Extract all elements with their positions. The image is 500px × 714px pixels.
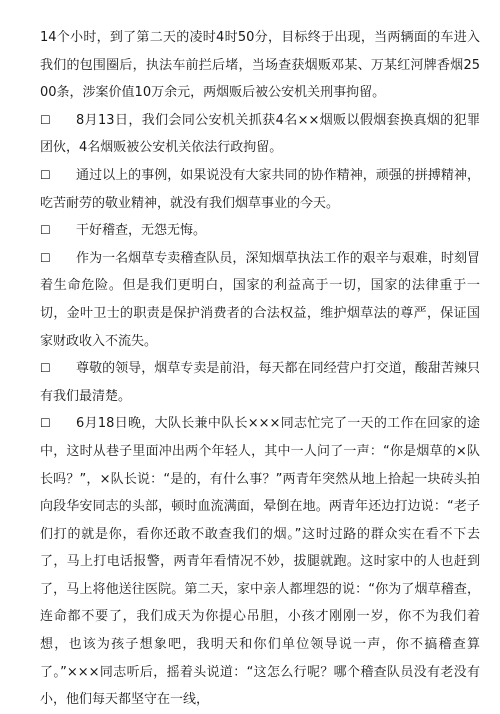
paragraph-text: 尊敬的领导，烟草专卖是前沿，每天都在同经营户打交道，酸甜苦辣只有我们最清楚。	[40, 361, 480, 404]
paragraph-text: 8月13日，我们会同公安机关抓获4名××烟贩以假烟套换真烟的犯罪团伙，4名烟贩被公安机关依法行政拘留。	[40, 112, 480, 156]
paragraph-team-spirit	[40, 162, 480, 217]
paragraph-text: 14个小时，到了第二天的凌时4时50分，目标终于出现，当两辆面的车进入我们的包围圈后，执法车前拦后堵，当场查获烟贩邓某、万某红河牌香烟2500条，涉案价值10万余元，两烟贩后被公安机关刑事拘留。	[40, 30, 480, 101]
paragraph-incident-jun18	[40, 410, 480, 714]
paragraph-text: 6月18日晚，大队长兼中队长×××同志忙完了一天的工作在回家的途中，这时从巷子里面冲出两个年轻人，其中一人问了一声：“你是烟草的×队长吗？”，×队长说：“是的，有什么事？”两青年突然从地上拾起一块砖头拍向段华安同志的头部，顿时血流满面，晕倒在地。两青年还边打边说：“老子们打的就是你，看你还敢不敢查我们的烟。”这时过路的群众实在看不下去了，马上打电话报警，两青年看情况不妙，拔腿就跑。这时家中的人也赶到了，马上将他送往医院。第二天，家中亲人都埋怨的说：“你为了烟草稽查，连命都不要了，我们成天为你提心吊胆，小孩才刚刚一岁，你不为我们着想，也该为孩子想象吧，我明天和你们单位领导说一声，你不搞稽查算了。”×××同志听后，摇着头说道：“这怎么行呢？哪个稽查队员没有老没有小，他们每天都坚守在一线，	[40, 416, 480, 708]
paragraph-duty	[40, 245, 480, 355]
checkbox-bullet-icon: ☐	[40, 167, 51, 182]
paragraph-text: 作为一名烟草专卖稽查队员，深知烟草执法工作的艰辛与艰难，时刻冒着生命危险。但是我们更明白，国家的利益高于一切，国家的法律重于一切，金叶卫士的职责是保护消费者的合法权益，维护烟草法的尊严，保证国家财政收入不流失。	[40, 250, 480, 349]
paragraph-text: 干好稽查，无怨无悔。	[76, 223, 207, 239]
document-page	[40, 24, 480, 714]
paragraph-motto	[40, 217, 480, 245]
checkbox-bullet-icon: ☐	[40, 361, 51, 376]
paragraph-continuation	[40, 24, 480, 107]
checkbox-bullet-icon: ☐	[40, 223, 51, 238]
paragraph-arrest-aug13	[40, 107, 480, 162]
checkbox-bullet-icon: ☐	[40, 250, 51, 265]
paragraph-leaders	[40, 355, 480, 410]
checkbox-bullet-icon: ☐	[40, 416, 51, 431]
paragraph-text: 通过以上的事例，如果说没有大家共同的协作精神，顽强的拼搏精神，吃苦耐劳的敬业精神，就没有我们烟草事业的今天。	[40, 167, 480, 211]
checkbox-bullet-icon: ☐	[40, 112, 51, 127]
